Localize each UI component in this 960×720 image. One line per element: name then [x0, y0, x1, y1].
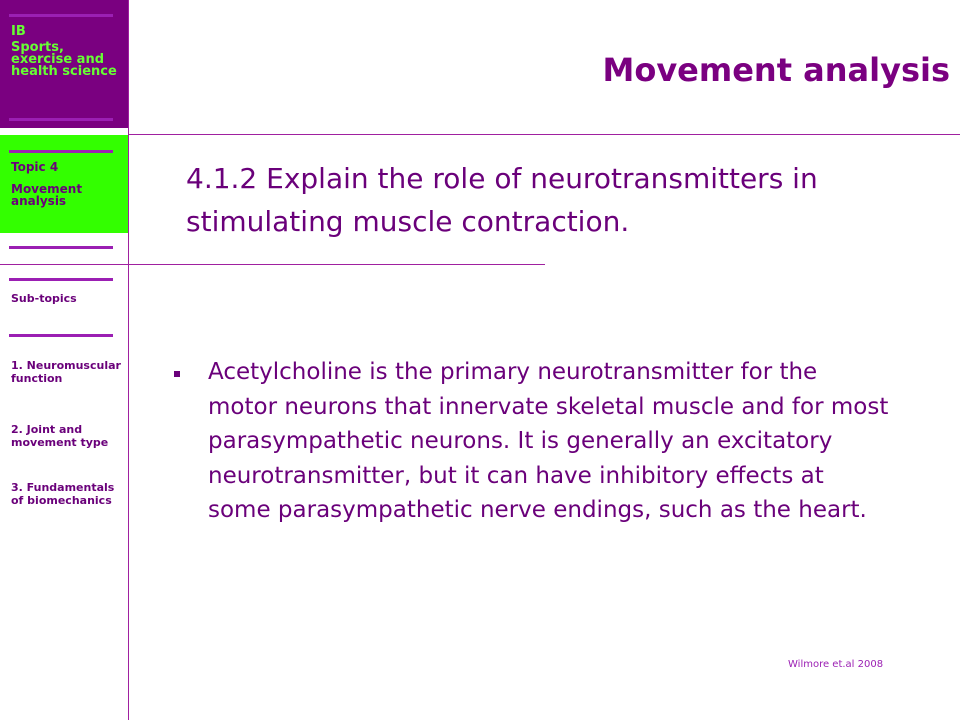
subtopic-link-joint-movement[interactable]: 2. Joint and movement type: [11, 423, 109, 449]
course-code: IB: [11, 24, 26, 39]
topic-name: Movement analysis: [11, 182, 83, 208]
topic-number: Topic 4: [11, 160, 59, 174]
topic-bar-top: [9, 150, 113, 153]
subtopics-bar-bottom: [9, 334, 113, 337]
course-title: Sports, exercise and health science: [11, 40, 117, 79]
citation: Wilmore et.al 2008: [788, 659, 884, 670]
topic-bar-bottom: [9, 246, 113, 249]
bullet-square-icon: [174, 371, 180, 377]
bullet-point: [170, 355, 890, 528]
objective-divider: [0, 264, 545, 265]
course-header-text: [11, 26, 123, 78]
subtopic-link-biomechanics[interactable]: 3. Fundamentals of biomechanics: [11, 481, 115, 507]
sidebar-divider: [128, 0, 129, 720]
bullet-text: Acetylcholine is the primary neurotransmitter for the motor neurons that innervate skeletal muscle and for most parasympathetic neurons. It is generally an excitatory neurotransmitter, but it can have inhibitory effects at some parasympathetic nerve endings, such as the heart.: [208, 359, 889, 523]
learning-objective: 4.1.2 Explain the role of neurotransmitters in stimulating muscle contraction.: [186, 162, 818, 238]
header-bar-top: [9, 14, 113, 17]
slide-title: Movement analysis: [602, 51, 950, 89]
header-divider: [128, 134, 960, 135]
subtopics-bar-top: [9, 278, 113, 281]
topic-text: [11, 161, 123, 207]
header-bar-bottom: [9, 118, 113, 121]
subtopics-label: Sub-topics: [11, 292, 77, 305]
subtopic-link-neuromuscular[interactable]: 1. Neuromuscular function: [11, 359, 121, 385]
